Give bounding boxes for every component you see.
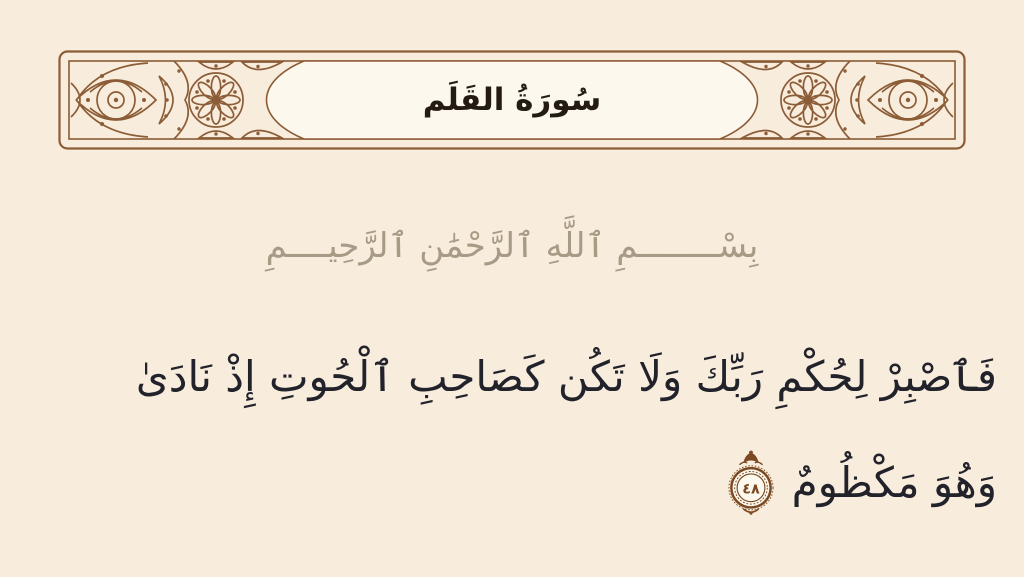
header-left-ornament-eye-crescent-rosette-icon	[71, 61, 282, 139]
verse-text-part-1: فَٱصْبِرْ لِحُكْمِ رَبِّكَ وَلَا تَكُن كَصَاحِبِ ٱلْحُوتِ إِذْ نَادَىٰ	[135, 352, 997, 401]
bismillah-row	[0, 198, 1024, 292]
ayah-end-marker-icon	[728, 449, 774, 517]
verse-text-line-1	[30, 324, 997, 430]
header-right-ornament-eye-crescent-rosette-icon	[742, 61, 953, 139]
bismillah-text: بِسْــــــــمِ ٱللَّهِ ٱلرَّحْمَٰنِ ٱلرَّحِيــــمِ	[265, 225, 759, 266]
verse-number: ٤٨	[741, 481, 760, 498]
title-cartouche	[262, 61, 762, 139]
surah-title: سُورَةُ القَلَم	[422, 82, 602, 118]
verse-block	[30, 324, 997, 536]
verse-number-medallion[interactable]	[728, 449, 774, 517]
surah-header-frame	[58, 50, 966, 150]
verse-text-part-2: وَهُوَ مَكْظُومٌ	[791, 458, 997, 507]
verse-text-line-2	[30, 430, 997, 536]
